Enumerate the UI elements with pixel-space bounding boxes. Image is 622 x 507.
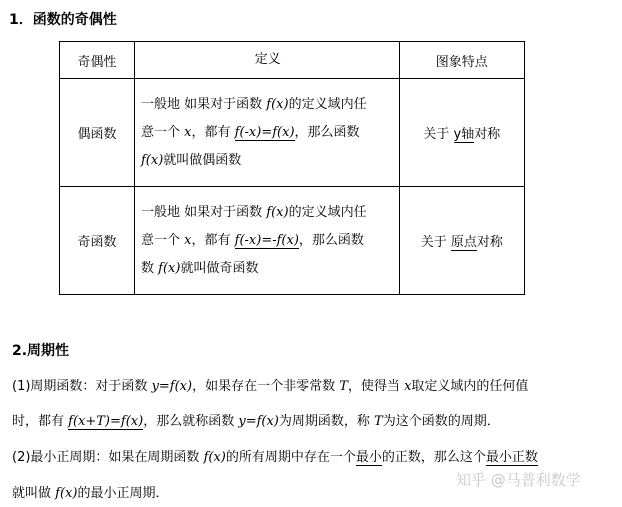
odd-def-part: ，那么函数 [298, 232, 364, 248]
text-part: ，使得当 [347, 379, 400, 394]
odd-def-part: 数 [141, 260, 155, 276]
even-function-definition [135, 79, 400, 187]
math-yfx: y=f(x) [238, 414, 279, 429]
odd-def-x: x [184, 232, 192, 248]
even-def-fx2: f(x) [141, 152, 164, 168]
table-row-even [60, 79, 525, 187]
text-minimal: 最小 [355, 450, 382, 465]
header-definition: 定义 [135, 42, 400, 79]
text-minimal-positive: 最小正数 [485, 450, 538, 465]
odd-graph-feature [399, 187, 524, 295]
odd-function-definition [135, 187, 400, 295]
text-part: (2)最小正周期：如果在周期函数 [12, 450, 200, 465]
even-graph-feature [399, 79, 524, 187]
odd-def-fx2: f(x) [158, 260, 181, 276]
even-def-part: 一般地 如果对于函数 [141, 96, 263, 112]
even-feature-part: 对称 [474, 127, 501, 142]
parity-table [59, 41, 525, 295]
text-part: 的所有周期中存在一个 [225, 450, 356, 465]
odd-function-name: 奇函数 [60, 187, 135, 295]
periodic-function-line-2 [12, 410, 500, 429]
math-x: x [404, 379, 412, 394]
text-part: 为周期函数，称 [278, 414, 370, 429]
math-yfx: y=f(x) [151, 379, 193, 394]
even-def-part: ，都有 [191, 124, 231, 140]
text-part: 的最小正周期． [77, 486, 169, 501]
odd-condition: f(-x)=-f(x) [234, 232, 299, 248]
header-graph-feature: 图象特点 [399, 42, 524, 79]
even-feature-axis: y轴 [453, 127, 475, 142]
text-part: 为这个函数的周期． [382, 414, 500, 429]
periodic-function-line-1 [12, 375, 528, 394]
odd-feature-part: 对称 [476, 235, 503, 250]
text-part: 的正数，那么这个 [381, 450, 486, 465]
text-part: 时，都有 [12, 414, 65, 429]
text-part: ，那么就称函数 [143, 414, 235, 429]
math-fx: f(x) [203, 450, 226, 465]
odd-def-part: 就叫做奇函数 [180, 260, 259, 276]
odd-def-fx: f(x) [266, 204, 289, 220]
odd-def-part: 的定义域内任 [288, 204, 367, 220]
odd-def-part: 意一个 [141, 232, 181, 248]
even-function-name: 偶函数 [60, 79, 135, 187]
text-part: ，如果存在一个非零常数 [192, 379, 336, 394]
table-row-odd [60, 187, 525, 295]
math-periodic-condition: f(x+T)=f(x) [68, 414, 144, 429]
minimal-period-line-1 [12, 446, 538, 465]
section-title-periodicity: 2.周期性 [12, 343, 70, 359]
minimal-period-line-2 [12, 482, 168, 501]
even-feature-part: 关于 [423, 127, 450, 142]
table-header-row [60, 42, 525, 79]
math-T: T [374, 414, 383, 429]
even-def-part: ，那么函数 [294, 124, 360, 140]
odd-feature-origin: 原点 [450, 235, 477, 250]
text-part: 就叫做 [12, 486, 52, 501]
even-condition: f(-x)=f(x) [234, 124, 295, 140]
watermark: 知乎 @马普利数学 [456, 471, 581, 489]
text-part: 取定义域内的任何值 [411, 379, 529, 394]
even-def-fx: f(x) [266, 96, 289, 112]
even-def-part: 的定义域内任 [288, 96, 367, 112]
odd-def-part: ，都有 [191, 232, 231, 248]
even-def-part: 意一个 [141, 124, 181, 140]
math-T: T [339, 379, 348, 394]
section-title-parity: 1．函数的奇偶性 [9, 12, 117, 28]
even-def-part: 就叫做偶函数 [163, 152, 242, 168]
odd-feature-part: 关于 [420, 235, 447, 250]
odd-def-part: 一般地 如果对于函数 [141, 204, 263, 220]
header-parity: 奇偶性 [60, 42, 135, 79]
text-part: (1)周期函数：对于函数 [12, 379, 148, 394]
even-def-x: x [184, 124, 192, 140]
math-fx: f(x) [55, 486, 78, 501]
